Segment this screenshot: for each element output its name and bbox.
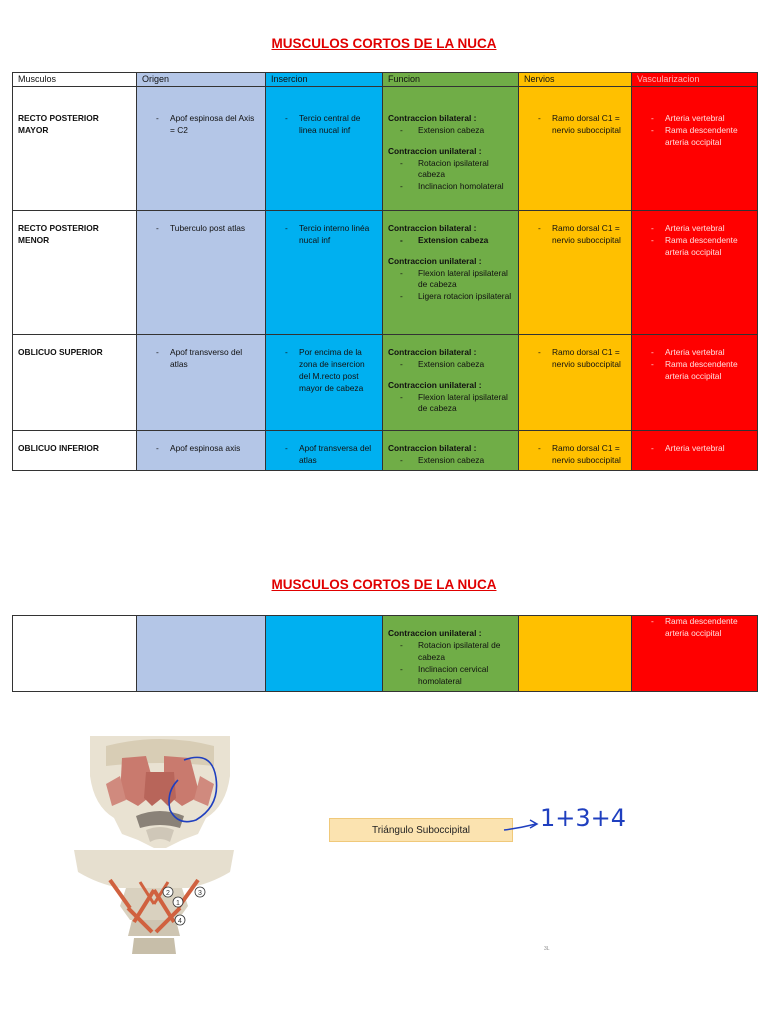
bilateral-heading: Contraccion bilateral : xyxy=(388,222,477,233)
vasc-item: - Rama descendente arteria occipital xyxy=(637,125,752,149)
unilateral-item: - Inclinacion cervical homolateral xyxy=(388,664,513,688)
unilateral-item: - Rotacion ipsilateral de cabeza xyxy=(388,640,513,664)
origen-item: - Apof espinosa del Axis = C2 xyxy=(142,113,260,137)
insercion-item: - Por encima de la zona de insercion del M.recto post mayor de cabeza xyxy=(271,347,377,395)
bilateral-heading: Contraccion bilateral : xyxy=(388,442,477,453)
funcion-cell xyxy=(383,430,519,470)
origen-item: - Apof espinosa axis xyxy=(142,443,260,455)
origen-cell xyxy=(137,210,266,334)
nervio-item: - Ramo dorsal C1 = nervio suboccipital xyxy=(524,347,626,371)
muscle-name: RECTO POSTERIOR MENOR xyxy=(13,210,137,334)
nervios-cell xyxy=(519,210,632,334)
unilateral-heading: Contraccion unilateral : xyxy=(388,255,482,266)
handwritten-annotation xyxy=(480,790,660,840)
nervios-cell-empty xyxy=(519,616,632,692)
header-insercion: Insercion xyxy=(266,73,383,87)
vasc-item: - Arteria vertebral xyxy=(637,347,752,359)
nervio-item: - Ramo dorsal C1 = nervio suboccipital xyxy=(524,223,626,247)
svg-text:1: 1 xyxy=(176,900,180,907)
nervio-item: - Ramo dorsal C1 = nervio suboccipital xyxy=(524,443,626,467)
insercion-cell xyxy=(266,210,383,334)
bilateral-item: - Extension cabeza xyxy=(388,359,513,371)
marker-1 xyxy=(173,897,183,907)
vasc-cell xyxy=(632,210,758,334)
unilateral-item: - Inclinacion homolateral xyxy=(388,181,513,193)
insercion-cell xyxy=(266,334,383,430)
insercion-item: - Tercio central de linea nucal inf xyxy=(271,113,377,137)
funcion-cell xyxy=(383,210,519,334)
bilateral-item: - Extension cabeza xyxy=(388,125,513,137)
vasc-item: - Arteria vertebral xyxy=(637,223,752,235)
vasc-item: - Rama descendente arteria occipital xyxy=(637,359,752,383)
table-row xyxy=(13,616,758,692)
vasc-item: - Rama descendente arteria occipital xyxy=(637,235,752,259)
insercion-item: - Tercio interno linéa nucal inf xyxy=(271,223,377,247)
nervios-cell xyxy=(519,334,632,430)
muscle-name: RECTO POSTERIOR MAYOR xyxy=(13,86,137,210)
insercion-cell-empty xyxy=(266,616,383,692)
svg-text:4: 4 xyxy=(178,918,182,925)
unilateral-item: - Ligera rotacion ipsilateral xyxy=(388,291,513,303)
unilateral-heading: Contraccion unilateral : xyxy=(388,628,482,638)
nervio-item: - Ramo dorsal C1 = nervio suboccipital xyxy=(524,113,626,137)
unilateral-item: - Flexion lateral ipsilateral de cabeza xyxy=(388,392,513,416)
page-title-continued: MUSCULOS CORTOS DE LA NUCA xyxy=(271,577,497,592)
insercion-cell xyxy=(266,86,383,210)
unilateral-item: - Rotacion ipsilateral cabeza xyxy=(388,158,513,182)
table-row xyxy=(13,334,758,430)
svg-text:2: 2 xyxy=(166,890,170,897)
bilateral-item: - Extension cabeza xyxy=(388,235,513,247)
triangle-label: Triángulo Suboccipital xyxy=(329,818,513,842)
funcion-cell xyxy=(383,86,519,210)
bilateral-item: - Extension cabeza xyxy=(388,455,513,467)
page-title: MUSCULOS CORTOS DE LA NUCA xyxy=(271,36,497,51)
origen-item: - Apof transverso del atlas xyxy=(142,347,260,371)
marker-2 xyxy=(163,887,173,897)
vasc-cell xyxy=(632,430,758,470)
unilateral-heading: Contraccion unilateral : xyxy=(388,145,482,156)
header-origen: Origen xyxy=(137,73,266,87)
insercion-cell xyxy=(266,430,383,470)
header-funcion: Funcion xyxy=(383,73,519,87)
muscles-table xyxy=(12,72,758,471)
nervios-cell xyxy=(519,430,632,470)
origen-cell-empty xyxy=(137,616,266,692)
table-row xyxy=(13,430,758,470)
origen-cell xyxy=(137,334,266,430)
origen-cell xyxy=(137,430,266,470)
table-row xyxy=(13,86,758,210)
suboccipital-muscles-illustration xyxy=(70,850,238,960)
marker-4 xyxy=(175,915,185,925)
bilateral-heading: Contraccion bilateral : xyxy=(388,346,477,357)
svg-text:3: 3 xyxy=(198,890,202,897)
header-nervios: Nervios xyxy=(519,73,632,87)
vasc-cell xyxy=(632,334,758,430)
insercion-item: - Apof transversa del atlas xyxy=(271,443,377,467)
nervios-cell xyxy=(519,86,632,210)
muscle-name-empty xyxy=(13,616,137,692)
vasc-item: - Arteria vertebral xyxy=(637,443,752,455)
header-vascularizacion: Vascularizacion xyxy=(632,73,758,87)
unilateral-heading: Contraccion unilateral : xyxy=(388,379,482,390)
table-row xyxy=(13,210,758,334)
unilateral-item: - Flexion lateral ipsilateral de cabeza xyxy=(388,268,513,292)
skull-posterior-illustration xyxy=(86,736,234,848)
vasc-cell xyxy=(632,86,758,210)
header-musculos: Musculos xyxy=(13,73,137,87)
vasc-item: - Arteria vertebral xyxy=(637,113,752,125)
handwritten-sum: 1+3+4 xyxy=(540,804,627,832)
bilateral-heading: Contraccion bilateral : xyxy=(388,112,477,123)
funcion-cell xyxy=(383,616,519,692)
continuation-table xyxy=(12,615,758,692)
marker-3 xyxy=(195,887,205,897)
origen-cell xyxy=(137,86,266,210)
origen-item: - Tuberculo post atlas xyxy=(142,223,260,235)
muscle-name: OBLICUO INFERIOR xyxy=(13,430,137,470)
table-header-row xyxy=(13,73,758,87)
vasc-cell xyxy=(632,616,758,692)
muscle-name: OBLICUO SUPERIOR xyxy=(13,334,137,430)
tiny-mark: 3L xyxy=(544,946,550,952)
vasc-item: - Rama descendente arteria occipital xyxy=(637,616,752,640)
funcion-cell xyxy=(383,334,519,430)
